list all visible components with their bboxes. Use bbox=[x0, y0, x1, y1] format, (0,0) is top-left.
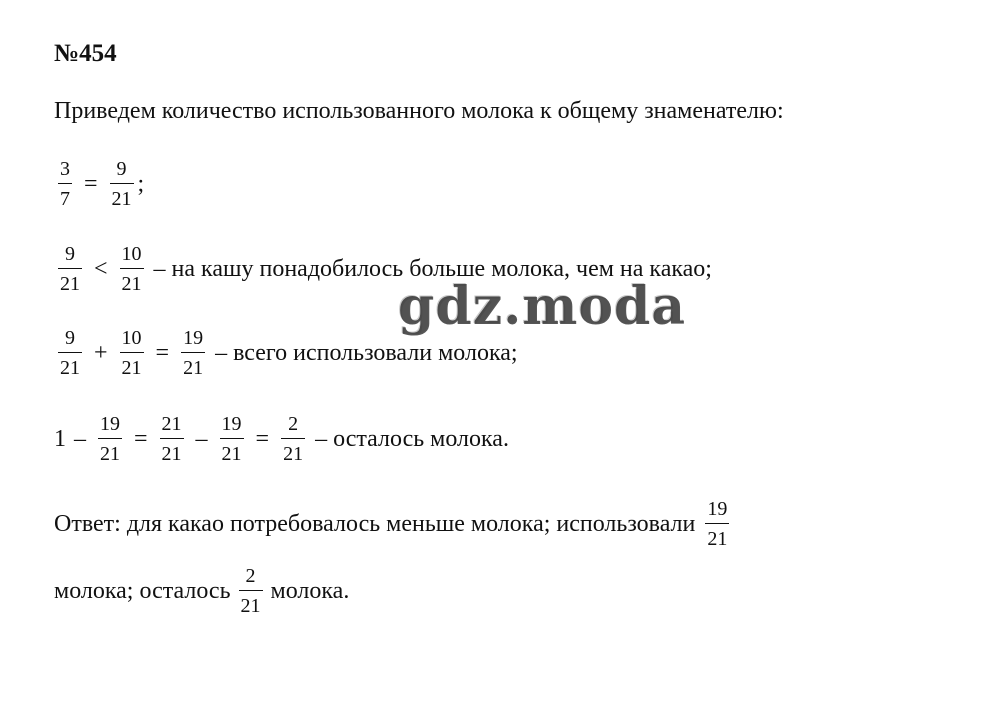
denominator: 21 bbox=[121, 273, 142, 295]
intro-text: Приведем количество использованного молока к общему знаменателю: bbox=[54, 98, 784, 124]
fraction-bar bbox=[120, 268, 144, 269]
denominator: 21 bbox=[111, 188, 132, 210]
operator: = bbox=[84, 170, 98, 197]
operator: = bbox=[134, 425, 148, 452]
fraction-bar bbox=[98, 438, 122, 439]
fraction bbox=[110, 158, 134, 210]
watermark: gdz.moda bbox=[398, 276, 687, 337]
denominator: 7 bbox=[60, 188, 70, 210]
numerator: 2 bbox=[288, 413, 299, 435]
denominator: 21 bbox=[100, 443, 120, 465]
fraction bbox=[705, 498, 729, 550]
numerator: 10 bbox=[121, 243, 142, 265]
fraction bbox=[220, 413, 244, 465]
fraction bbox=[120, 243, 144, 295]
fraction-bar bbox=[705, 523, 729, 524]
fraction-bar bbox=[58, 183, 72, 184]
answer-text-2: молока; осталось bbox=[54, 577, 231, 604]
denominator: 21 bbox=[221, 443, 242, 465]
answer-line-2 bbox=[54, 565, 349, 617]
numerator: 9 bbox=[65, 243, 75, 265]
fraction bbox=[58, 158, 72, 210]
fraction bbox=[58, 243, 82, 295]
fraction-bar bbox=[220, 438, 244, 439]
fraction bbox=[120, 327, 144, 379]
fraction bbox=[281, 413, 305, 465]
denominator: 21 bbox=[121, 357, 142, 379]
denominator: 21 bbox=[707, 528, 728, 550]
answer-text-1: Ответ: для какао потребовалось меньше молока; использовали bbox=[54, 510, 696, 537]
equation-step-4 bbox=[54, 413, 509, 465]
numerator: 19 bbox=[183, 327, 204, 349]
numerator: 19 bbox=[707, 498, 728, 520]
fraction-bar bbox=[58, 268, 82, 269]
denominator: 21 bbox=[60, 357, 80, 379]
answer-text-3: молока. bbox=[270, 577, 350, 604]
fraction bbox=[239, 565, 263, 617]
fraction-bar bbox=[160, 438, 184, 439]
operator: – bbox=[74, 425, 86, 452]
equation-step-1 bbox=[54, 158, 144, 210]
operator: = bbox=[155, 339, 170, 366]
punctuation: ; bbox=[137, 170, 145, 197]
numerator: 19 bbox=[100, 413, 120, 435]
denominator: 21 bbox=[183, 357, 204, 379]
problem-number: №454 bbox=[54, 40, 117, 67]
numerator: 19 bbox=[221, 413, 242, 435]
step-3-text: – всего использовали молока; bbox=[215, 339, 518, 366]
numerator: 9 bbox=[65, 327, 75, 349]
fraction bbox=[98, 413, 122, 465]
fraction-bar bbox=[58, 352, 82, 353]
denominator: 21 bbox=[240, 595, 261, 617]
numerator: 2 bbox=[245, 565, 256, 587]
fraction bbox=[181, 327, 205, 379]
fraction bbox=[58, 327, 82, 379]
numerator: 10 bbox=[121, 327, 142, 349]
operator: + bbox=[94, 339, 108, 366]
fraction-bar bbox=[181, 352, 205, 353]
fraction bbox=[160, 413, 184, 465]
answer-line-1 bbox=[54, 498, 733, 550]
step-4-text: – осталось молока. bbox=[315, 425, 509, 452]
integer-one: 1 bbox=[54, 425, 66, 452]
fraction-bar bbox=[110, 183, 134, 184]
step-2-text: – на кашу понадобилось больше молока, чем на какао; bbox=[153, 255, 712, 282]
numerator: 9 bbox=[116, 158, 127, 180]
denominator: 21 bbox=[283, 443, 304, 465]
operator: = bbox=[255, 425, 270, 452]
numerator: 21 bbox=[161, 413, 182, 435]
fraction-bar bbox=[281, 438, 305, 439]
fraction-bar bbox=[239, 590, 263, 591]
denominator: 21 bbox=[60, 273, 80, 295]
operator: < bbox=[94, 255, 108, 282]
denominator: 21 bbox=[161, 443, 182, 465]
operator: – bbox=[195, 425, 208, 452]
fraction-bar bbox=[120, 352, 144, 353]
numerator: 3 bbox=[60, 158, 70, 180]
